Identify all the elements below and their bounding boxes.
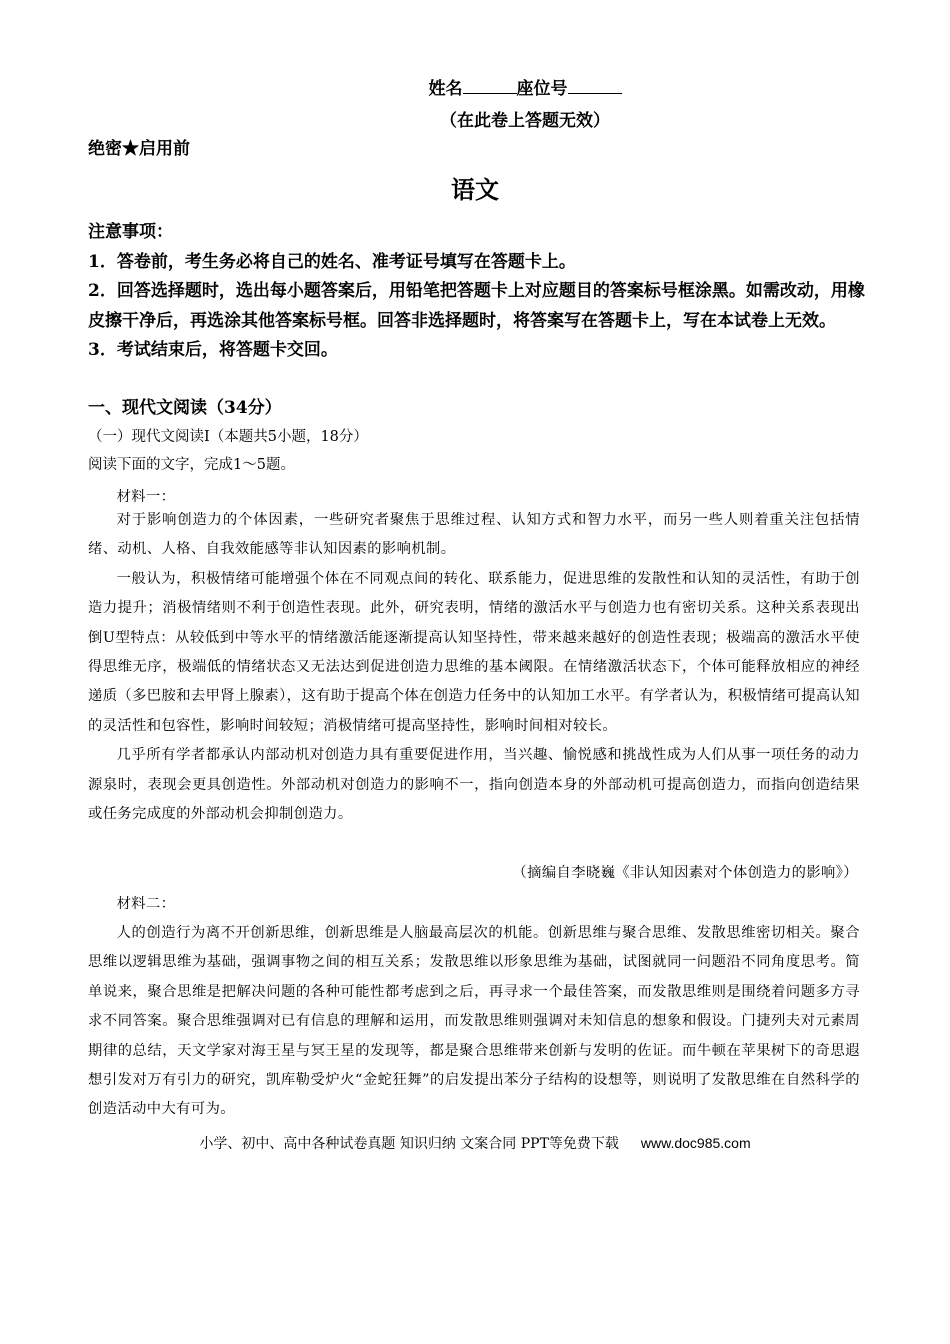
seat-label: 座位号 xyxy=(516,79,568,99)
material1-label: 材料一： xyxy=(116,489,176,505)
name-label: 姓名 xyxy=(428,79,463,99)
footer-url[interactable]: www.doc985.com xyxy=(640,1135,751,1151)
name-blank xyxy=(463,77,517,94)
material2-label: 材料二： xyxy=(116,896,176,912)
exam-notes xyxy=(88,218,870,366)
name-seat-line xyxy=(0,74,950,99)
material1-source: （摘编自李晓巍《非认知因素对个体创造力的影响》） xyxy=(512,865,858,881)
invalid-note: （在此卷上答题无效） xyxy=(440,111,610,131)
footer-text: 小学、初中、高中各种试卷真题 知识归纳 文案合同 PPT等免费下载 xyxy=(199,1136,619,1152)
secret-mark: 绝密★启用前 xyxy=(88,139,190,159)
material1-paragraph: 几乎所有学者都承认内部动机对创造力具有重要促进作用，当兴趣、愉悦感和挑战性成为人们从事一项任务的动力源泉时，表现会更具创造性。外部动机对创造力的影响不一，指向创造本身的外部动机可提高创造力，而指向创造结果或任务完成度的外部动机会抑制创造力。 xyxy=(88,747,860,823)
page-footer xyxy=(0,1133,950,1153)
notes-item: 3．考试结束后，将答题卡交回。 xyxy=(88,340,338,360)
material2-body xyxy=(88,919,860,1125)
notes-item: 2．回答选择题时，选出每小题答案后，用铅笔把答题卡上对应题目的答案标号框涂黑。如需改动，用橡皮擦干净后，再选涂其他答案标号框。回答非选择题时，将答案写在答题卡上，写在本试卷上无效。 xyxy=(88,281,865,331)
reading-instruction: 阅读下面的文字，完成1～5题。 xyxy=(88,457,295,473)
material1-paragraph: 一般认为，积极情绪可能增强个体在不同观点间的转化、联系能力，促进思维的发散性和认知的灵活性，有助于创造力提升；消极情绪则不利于创造性表现。此外，研究表明，情绪的激活水平与创造力也有密切关系。这种关系表现出倒U型特点：从较低到中等水平的情绪激活能逐渐提高认知坚持性，带来越来越好的创造性表现；极端高的激活水平使得思维无序，极端低的情绪状态又无法达到促进创造力思维的基本阈限。在情绪激活状态下，个体可能释放相应的神经递质（多巴胺和去甲肾上腺素），这有助于提高个体在创造力任务中的认知加工水平。有学者认为，积极情绪可提高认知的灵活性和包容性，影响时间较短；消极情绪可提高坚持性，影响时间相对较长。 xyxy=(88,570,860,734)
seat-blank xyxy=(568,77,622,94)
notes-item: 1．答卷前，考生务必将自己的姓名、准考证号填写在答题卡上。 xyxy=(88,251,576,272)
notes-title: 注意事项： xyxy=(88,222,173,242)
material2-label-wrap xyxy=(88,890,860,919)
section-title: 一、现代文阅读（34分） xyxy=(88,398,282,418)
subsection-title: （一）现代文阅读Ⅰ（本题共5小题，18分） xyxy=(88,429,368,445)
material2-paragraph: 人的创造行为离不开创新思维，创新思维是人脑最高层次的机能。创新思维与聚合思维、发散思维密切相关。聚合思维以逻辑思维为基础，强调事物之间的相互关系；发散思维以形象思维为基础，试图就同一问题沿不同角度思考。简单说来，聚合思维是把解决问题的各种可能性都考虑到之后，再寻求一个最佳答案，而发散思维则是围绕着问题多方寻求不同答案。聚合思维强调对已有信息的理解和运用，而发散思维则强调对未知信息的想象和假设。门捷列夫对元素周期律的总结，天文学家对海王星与冥王星的发现等，都是聚合思维带来创新与发明的佐证。而牛顿在苹果树下的奇思遐想引发对万有引力的研究，凯库勒受炉火“金蛇狂舞”的启发提出苯分子结构的设想等，则说明了发散思维在自然科学的创造活动中大有可为。 xyxy=(88,925,860,1118)
material1-paragraph: 对于影响创造力的个体因素，一些研究者聚焦于思维过程、认知方式和智力水平，而另一些人则着重关注包括情绪、动机、人格、自我效能感等非认知因素的影响机制。 xyxy=(88,512,860,558)
material1-body xyxy=(88,506,860,829)
subject-title: 语文 xyxy=(451,175,499,204)
